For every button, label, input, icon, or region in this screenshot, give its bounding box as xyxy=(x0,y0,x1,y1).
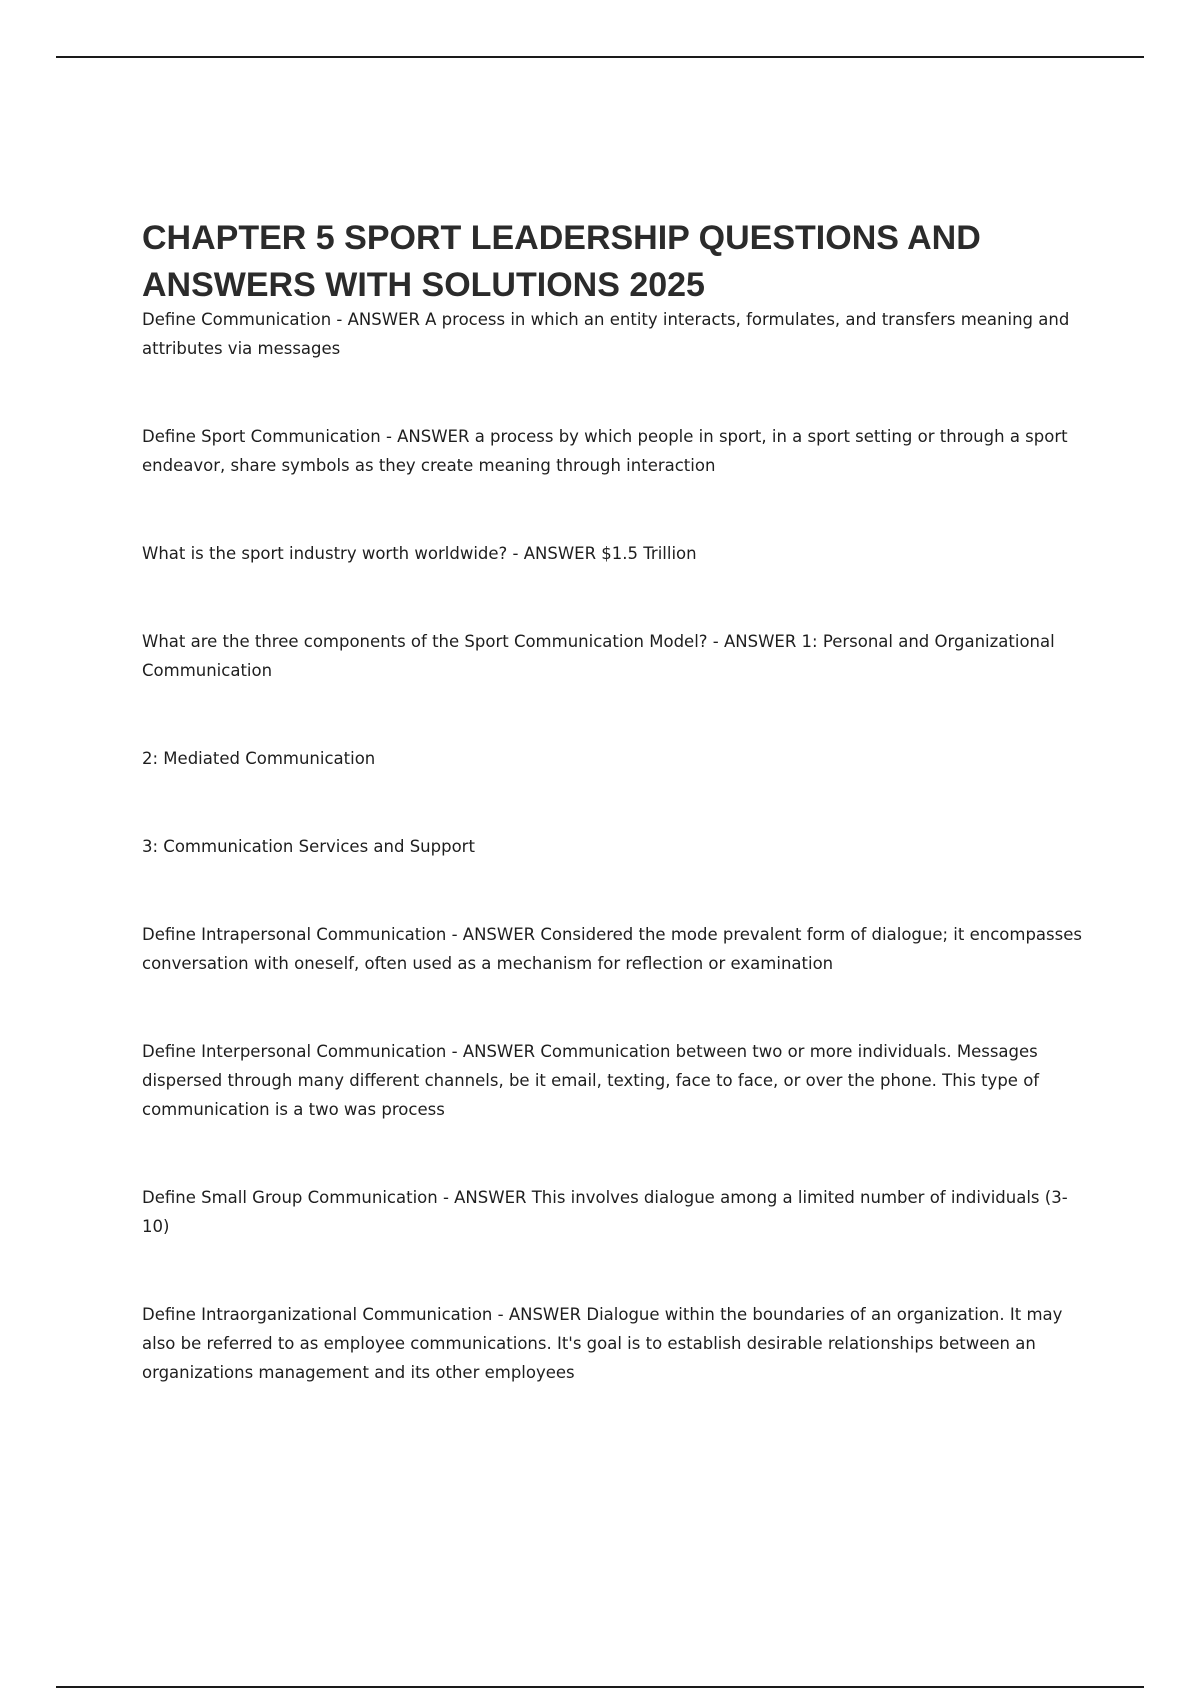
qa-entry: 3: Communication Services and Support xyxy=(142,837,475,856)
qa-entry: What are the three components of the Sport Communication Model? - ANSWER 1: Personal and Organizational Communication xyxy=(142,632,1055,680)
qa-entry: Define Communication - ANSWER A process in which an entity interacts, formulates, and transfers meaning and attributes via messages xyxy=(142,310,1070,358)
qa-entry: Define Intrapersonal Communication - ANSWER Considered the mode prevalent form of dialogue; it encompasses conversation with oneself, often used as a mechanism for reflection or examination xyxy=(142,925,1082,973)
qa-entry: Define Small Group Communication - ANSWER This involves dialogue among a limited number of individuals (3-10) xyxy=(142,1188,1068,1236)
bottom-divider xyxy=(56,1686,1144,1688)
qa-entry: What is the sport industry worth worldwide? - ANSWER $1.5 Trillion xyxy=(142,544,697,563)
qa-entry: Define Intraorganizational Communication - ANSWER Dialogue within the boundaries of an organization. It may also be referred to as employee communications. It's goal is to establish desirable relationships between an organizations management and its other employees xyxy=(142,1305,1063,1382)
qa-entry: 2: Mediated Communication xyxy=(142,749,376,768)
qa-entry: Define Sport Communication - ANSWER a process by which people in sport, in a sport setting or through a sport endeavor, share symbols as they create meaning through interaction xyxy=(142,427,1068,475)
qa-entry: Define Interpersonal Communication - ANSWER Communication between two or more individuals. Messages dispersed through many different channels, be it email, texting, face to face, or over the phone. This type of communication is a two was process xyxy=(142,1042,1040,1119)
top-divider xyxy=(56,56,1144,58)
document-title: CHAPTER 5 SPORT LEADERSHIP QUESTIONS AND ANSWERS WITH SOLUTIONS 2025 xyxy=(142,219,981,304)
